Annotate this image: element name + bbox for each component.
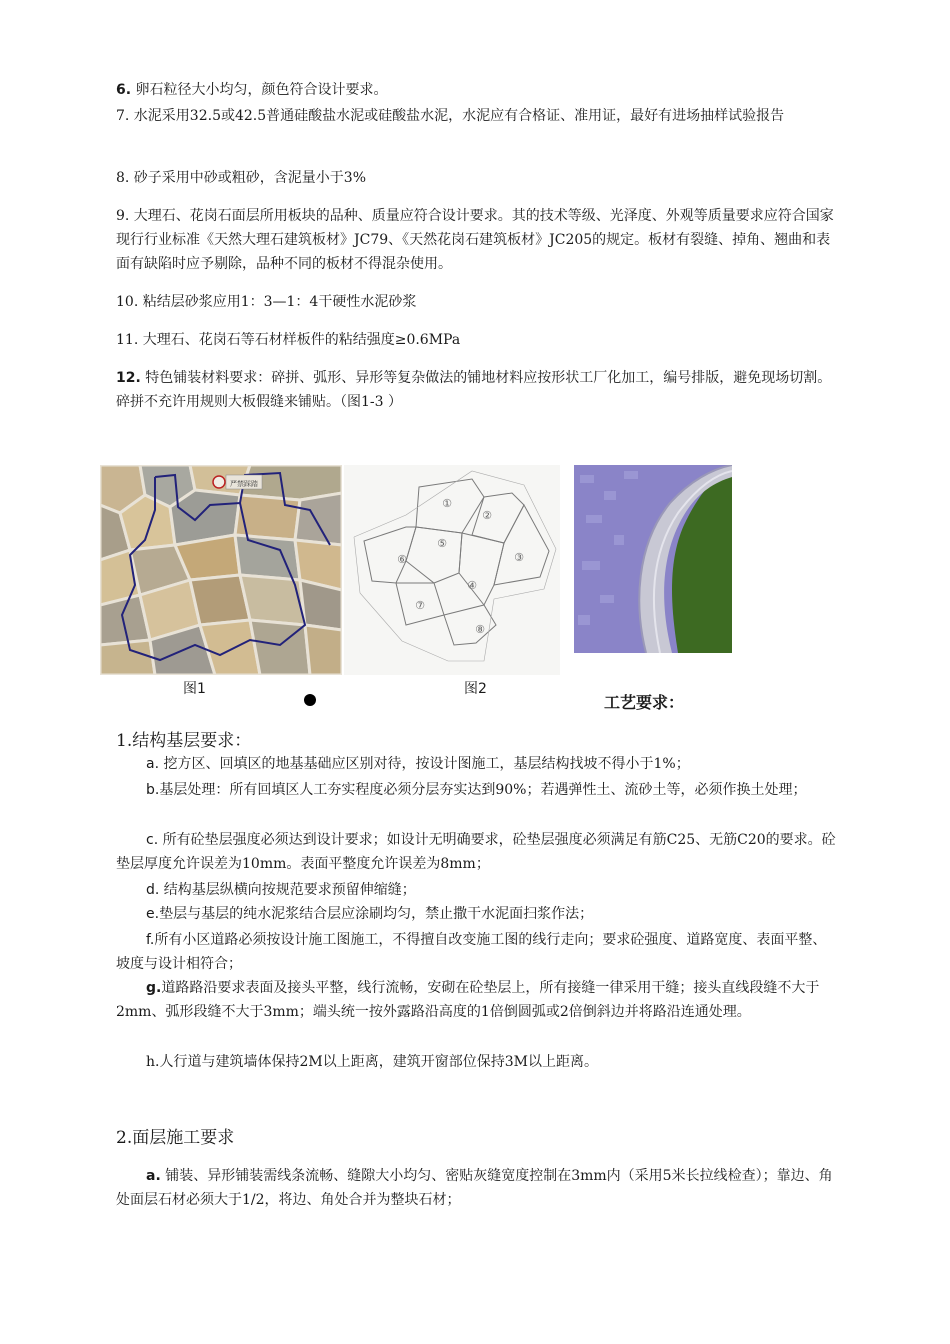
surface-heading: 2.面层施工要求 xyxy=(116,1128,235,1148)
circled-number-8: ⑧ xyxy=(475,623,485,636)
circled-number-5: ⑤ xyxy=(437,537,447,550)
surface-item-a-label: a. xyxy=(146,1168,161,1184)
numbered-layout-drawing xyxy=(344,465,560,675)
structure-item-h: h.人行道与建筑墙体保持2M以上距离，建筑开窗部位保持3M以上距离。 xyxy=(146,1054,598,1070)
circled-number-7: ⑦ xyxy=(415,599,425,612)
structure-item-f xyxy=(116,928,836,976)
figure-2-layout-drawing xyxy=(344,465,560,675)
bullet-dot xyxy=(304,694,316,706)
structure-item-g-label: g. xyxy=(146,980,162,996)
structure-item-c-label: c. xyxy=(146,832,159,848)
curved-curb-illustration xyxy=(574,465,732,653)
circled-number-6: ⑥ xyxy=(397,553,407,566)
structure-item-b-label: b. xyxy=(146,782,160,798)
item-7: 7. 水泥采用32.5或42.5普通硅酸盐水泥或硅酸盐水泥，水泥应有合格证、准用证，最好有进场抽样试验报告 xyxy=(116,108,785,124)
figure-1-crazy-paving-photo xyxy=(100,465,342,675)
figure-2-caption: 图2 xyxy=(464,681,487,697)
structure-item-d xyxy=(116,878,836,902)
structure-item-d-label: d. xyxy=(146,882,160,898)
item-6 xyxy=(116,78,836,102)
structure-item-e-label: e. xyxy=(146,906,160,922)
structure-item-e xyxy=(116,902,836,926)
crazy-paving-illustration xyxy=(100,465,342,675)
item-9: 9. 大理石、花岗石面层所用板块的品种、质量应符合设计要求。其的技术等级、光泽度、外观等质量要求应符合国家现行行业标准《天然大理石建筑板材》JC79、《天然花岗石建筑板材》JC205的规定。板材有裂缝、掉角、翘曲和表面有缺陷时应予剔除，品种不同的板材不得混杂使用。 xyxy=(116,208,834,272)
structure-item-g xyxy=(116,976,836,1024)
structure-item-b-text: 基层处理：所有回填区人工夯实程度必须分层夯实达到90%；若遇弹性土、流砂土等，必须作换土处理； xyxy=(159,782,807,798)
structure-item-g-text: 道路路沿要求表面及接头平整，线行流畅，安砌在砼垫层上，所有接缝一律采用干缝；接头直线段缝不大于2mm、弧形段缝不大于3mm；端头统一按外露路沿高度的1倍倒圆弧或2倍倒斜边并将路沿连通处理。 xyxy=(116,980,820,1020)
item-12 xyxy=(116,366,836,414)
sign-text: 严禁踩踏 xyxy=(230,480,258,488)
item-10: 10. 粘结层砂浆应用1：3—1：4干硬性水泥砂浆 xyxy=(116,294,417,310)
structure-item-c xyxy=(116,828,836,876)
structure-item-a-label: a. xyxy=(146,756,160,772)
circled-number-4: ④ xyxy=(467,579,477,592)
item-8: 8. 砂子采用中砂或粗砂，含泥量小于3% xyxy=(116,170,367,186)
circled-number-3: ③ xyxy=(514,551,524,564)
figure-3-curved-curb-photo xyxy=(574,465,732,653)
item-6-text: 卵石粒径大小均匀，颜色符合设计要求。 xyxy=(131,82,388,98)
structure-item-b xyxy=(116,778,836,802)
surface-item-a-text: 铺装、异形铺装需线条流畅、缝隙大小均匀、密贴灰缝宽度控制在3mm内（采用5米长拉线检查）；靠边、角处面层石材必须大于1/2，将边、角处合并为整块石材； xyxy=(116,1168,833,1208)
structure-item-f-text: 所有小区道路必须按设计施工图施工，不得擅自改变施工图的线行走向；要求砼强度、道路宽度、表面平整、坡度与设计相符合； xyxy=(116,932,827,972)
structure-item-d-text: 结构基层纵横向按规范要求预留伸缩缝； xyxy=(159,882,416,898)
structure-item-e-text: 垫层与基层的纯水泥浆结合层应涂刷均匀，禁止撒干水泥面扫浆作法； xyxy=(159,906,594,922)
structure-item-c-text: 所有砼垫层强度必须达到设计要求；如设计无明确要求，砼垫层强度必须满足有筋C25、无筋C20的要求。砼垫层厚度允许误差为10mm。表面平整度允许误差为8mm； xyxy=(116,832,836,872)
item-12-number: 12. xyxy=(116,370,141,386)
item-11: 11. 大理石、花岗石等石材样板件的粘结强度≥0.6MPa xyxy=(116,332,461,348)
structure-item-a xyxy=(116,752,836,776)
section-title: 工艺要求： xyxy=(604,693,685,712)
circled-number-1: ① xyxy=(442,497,452,510)
item-12-text: 特色铺装材料要求：碎拼、弧形、异形等复杂做法的铺地材料应按形状工厂化加工，编号排版，避免现场切割。碎拼不充许用规则大板假缝来铺贴。（图1-3 ） xyxy=(116,370,832,410)
circled-number-2: ② xyxy=(482,509,492,522)
surface-item-a xyxy=(116,1164,836,1212)
structure-heading: 1.结构基层要求： xyxy=(116,731,252,751)
structure-item-a-text: 挖方区、回填区的地基基础应区别对待，按设计图施工，基层结构找坡不得小于1%； xyxy=(159,756,690,772)
figure-1-caption: 图1 xyxy=(183,681,206,697)
item-6-number: 6. xyxy=(116,82,132,98)
structure-item-f-label: f. xyxy=(146,932,155,948)
